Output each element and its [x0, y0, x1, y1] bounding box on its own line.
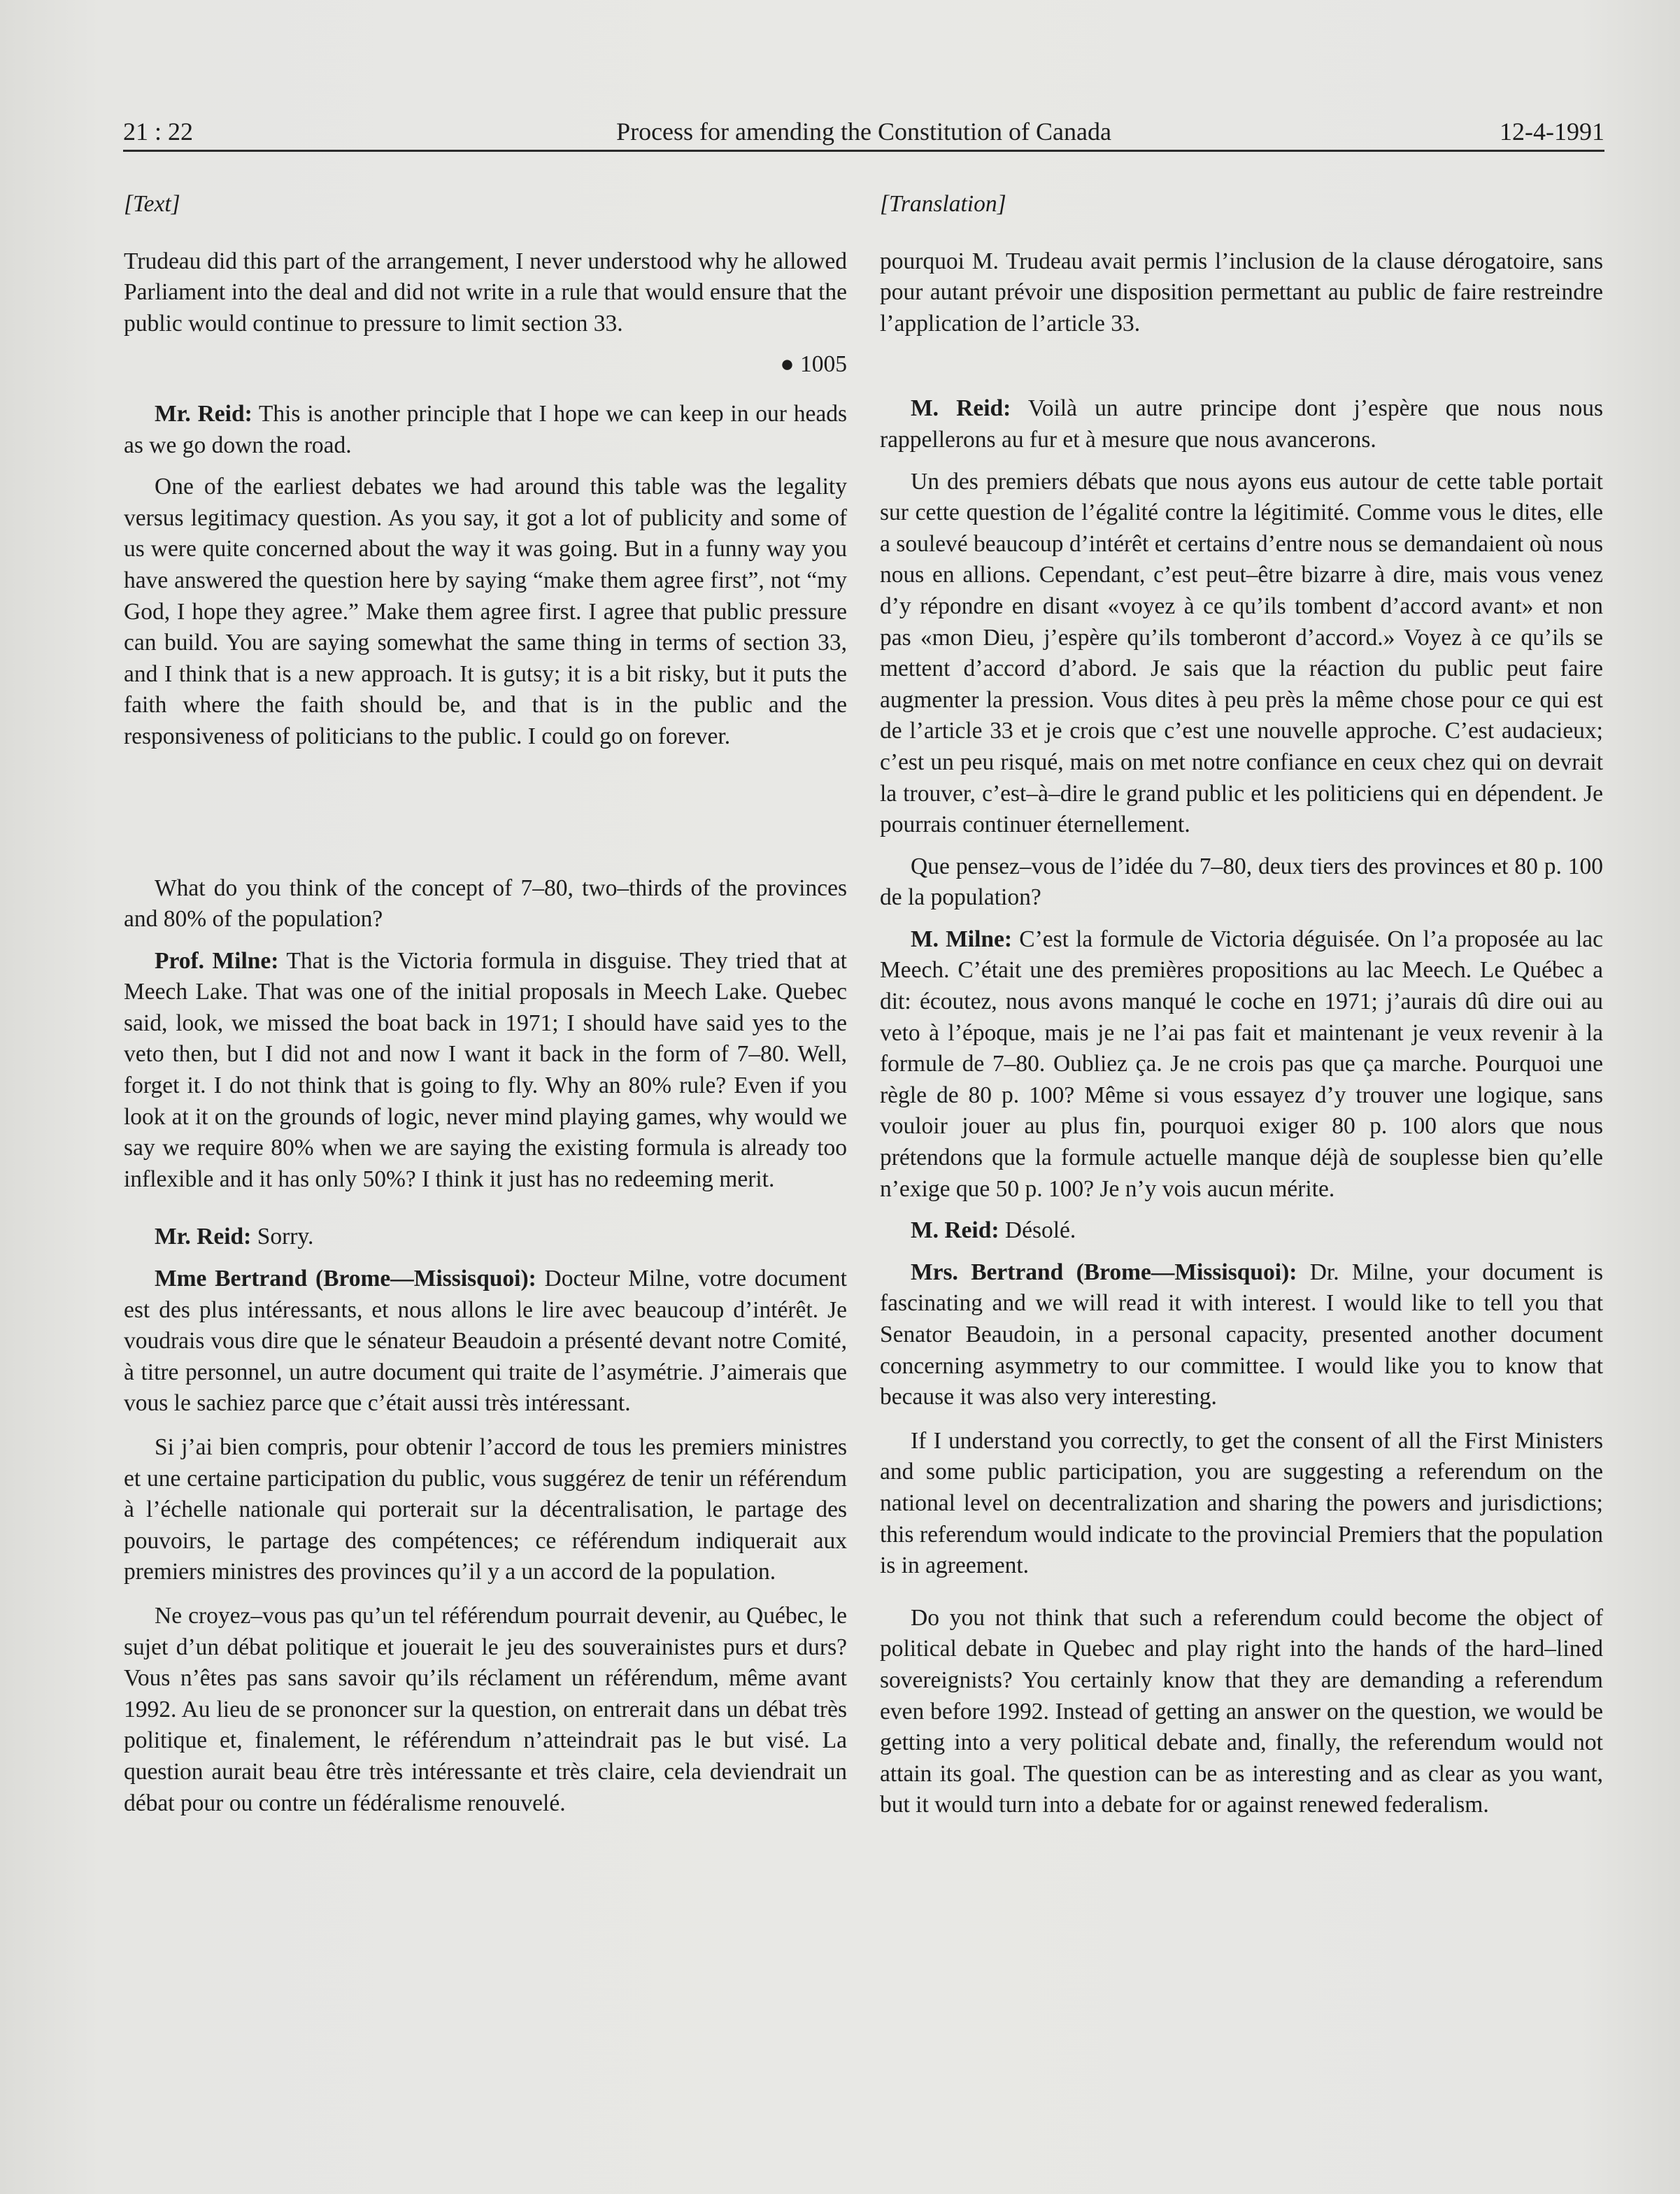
speaker-paragraph: [124, 946, 847, 1196]
paragraph: Un des premiers débats que nous ayons eus autour de cette table portait sur cette question de l’égalité contre la légitimité. Comme vous le dites, elle a soulevé beaucoup d’intérêt et certains d’entre nous se demandaient où nous nous en allions. Cependant, c’est peut–être bizarre à dire, mais vous venez d’y répondre en disant «voyez à ce qu’ils tombent d’accord avant» et non pas «mon Dieu, j’espère qu’ils tomberont d’accord.» Voyez à ce qu’ils se mettent d’accord d’abord. Je sais que la réaction du public peut faire augmenter la pression. Vous dites à peu près la même chose pour ce qui est de l’article 33 et je crois que c’est une nouvelle approche. C’est audacieux; c’est un peu risqué, mais on met notre confiance en ceux chez qui on devrait la trouver, c’est–à–dire le grand public et les politiciens qui en dépendent. Je pourrais continuer éternellement.: [880, 468, 1603, 838]
speaker-name: M. Milne:: [911, 926, 1013, 952]
speech-text: That is the Victoria formula in disguise. They tried that at Meech Lake. That was one of the initial proposals in Meech Lake. Quebec said, look, we missed the boat back in 1971; I should have said yes to the veto then, but I did not and now I want it back in the form of 7–80. Well, forget it. I do not think that is going to fly. Why an 80% rule? Even if you look at it on the grounds of logic, never mind playing games, why would we say we require 80% when we are saying the existing formula is already too inflexible and it has only 50%? I think it just has no redeeming merit.: [124, 947, 847, 1192]
paragraph: Si j’ai bien compris, pour obtenir l’accord de tous les premiers ministres et une certaine participation du public, vous suggérez de tenir un référendum à l’échelle nationale qui porterait sur la décentralisation, le partage des pouvoirs, le partage des compétences; ce référendum indiquerait aux premiers ministres des provinces qu’il y a un accord de la population.: [124, 1434, 847, 1585]
speech-text: Voilà un autre principe dont j’espère que nous nous rappellerons au fur et à mesure que nous avancerons.: [880, 395, 1603, 453]
page-header: [123, 106, 1604, 152]
paragraph: If I understand you correctly, to get the consent of all the First Ministers and some public participation, you are suggesting a referendum on the national level on decentralization and sharing the powers and jurisdictions; this referendum would indicate to the provincial Premiers that the population is in agreement.: [880, 1427, 1603, 1579]
right-column: [880, 183, 1603, 1821]
speech-text: This is another principle that I hope we can keep in our heads as we go down the road.: [124, 400, 847, 458]
speaker-name: Mr. Reid:: [155, 1224, 252, 1250]
speech-text: Désolé.: [999, 1217, 1076, 1244]
left-column: [124, 183, 847, 1819]
speaker-name: Mme Bertrand (Brome—Missisquoi):: [155, 1266, 536, 1292]
time-marker: ● 1005: [780, 351, 847, 378]
speech-text: Docteur Milne, votre document est des plus intéressants, et nous allons le lire avec beaucoup d’intérêt. Je voudrais vous dire que le sénateur Beaudoin a présenté devant notre Comité, à titre personnel, un autre document qui traite de l’asymétrie. J’aimerais que vous le sachiez parce que c’était aussi très intéressant.: [124, 1266, 847, 1417]
speaker-name: M. Reid:: [911, 395, 1011, 422]
speaker-name: Prof. Milne:: [155, 947, 279, 974]
speaker-name: Mr. Reid:: [155, 400, 252, 427]
speech-text: Sorry.: [251, 1224, 314, 1250]
running-title: Process for amending the Constitution of Canada: [616, 118, 1111, 146]
speaker-paragraph: [880, 1215, 1603, 1247]
paragraph: Do you not think that such a referendum could become the object of political debate in Quebec and play right into the hands of the hard–lined sovereignists? You certainly know that they are demanding a referendum even before 1992. Instead of getting an answer on the question, we would be getting into a very political debate and, finally, the referendum would not attain its goal. The question can be as interesting and as clear as you want, but it would turn into a debate for or against renewed federalism.: [880, 1604, 1603, 1818]
paragraph: pourquoi M. Trudeau avait permis l’inclusion de la clause dérogatoire, sans pour autant prévoir une disposition permettant au public de faire restreindre l’application de l’article 33.: [880, 248, 1603, 337]
speaker-paragraph: [124, 1264, 847, 1420]
paragraph: What do you think of the concept of 7–80, two–thirds of the provinces and 80% of the population?: [124, 875, 847, 933]
paragraph: Que pensez–vous de l’idée du 7–80, deux tiers des provinces et 80 p. 100 de la population?: [880, 853, 1603, 911]
page-number: 21 : 22: [123, 118, 194, 146]
header-date: 12-4-1991: [1500, 118, 1604, 146]
speaker-paragraph: [880, 924, 1603, 1205]
translation-label: [Translation]: [880, 191, 1006, 217]
speaker-paragraph: [880, 1257, 1603, 1413]
text-label: [Text]: [124, 191, 180, 217]
speaker-paragraph: [880, 393, 1603, 455]
speaker-paragraph: [124, 1222, 847, 1253]
speaker-name: M. Reid:: [911, 1217, 999, 1244]
speech-text: Dr. Milne, your document is fascinating and we will read it with interest. I would like to tell you that Senator Beaudoin, in a personal capacity, presented another document concerning asymmetry to our committee. I would like you to know that because it was also very interesting.: [880, 1259, 1603, 1410]
paragraph: Trudeau did this part of the arrangement, I never understood why he allowed Parliament into the deal and did not write in a rule that would ensure that the public would continue to pressure to limit section 33.: [124, 248, 847, 337]
paragraph: One of the earliest debates we had around this table was the legality versus legitimacy question. As you say, it got a lot of publicity and some of us were quite concerned about the way it was going. But in a funny way you have answered the question here by saying “make them agree first”, not “my God, I hope they agree.” Make them agree first. I agree that public pressure can build. You are saying somewhat the same thing in terms of section 33, and I think that is a new approach. It is gutsy; it is a bit risky, but it puts the faith where the faith should be, and that is in the public and the responsiveness of politicians to the public. I could go on forever.: [124, 474, 847, 749]
paragraph: Ne croyez–vous pas qu’un tel référendum pourrait devenir, au Québec, le sujet d’un débat politique et jouerait le jeu des souverainistes purs et durs? Vous n’êtes pas sans savoir qu’ils réclament un référendum, même avant 1992. Au lieu de se prononcer sur la question, on entrerait dans un débat très politique et, finalement, le référendum n’atteindrait pas le but visé. La question aurait beau être très intéressante et très claire, cela deviendrait un débat pour ou contre un fédéralisme renouvelé.: [124, 1602, 847, 1816]
speech-text: C’est la formule de Victoria déguisée. On l’a proposée au lac Meech. C’était une des premières propositions au lac Meech. Le Québec a dit: écoutez, nous avons manqué le coche en 1971; j’aurais dû dire oui au veto à l’époque, mais je ne l’ai pas fait et maintenant je veux revenir à la formule de 7–80. Oubliez ça. Je ne crois pas que ça marche. Pourquoi une règle de 80 p. 100? Même si vous essayez d’y trouver une logique, sans vouloir jouer au plus fin, pourquoi exiger 80 p. 100 alors que nous prétendons que la formule actuelle manque déjà de souplesse bien qu’elle n’exige que 50 p. 100? Je n’y vois aucun mérite.: [880, 926, 1604, 1202]
speaker-name: Mrs. Bertrand (Brome—Missisquoi):: [911, 1259, 1297, 1285]
speaker-paragraph: [124, 399, 847, 461]
